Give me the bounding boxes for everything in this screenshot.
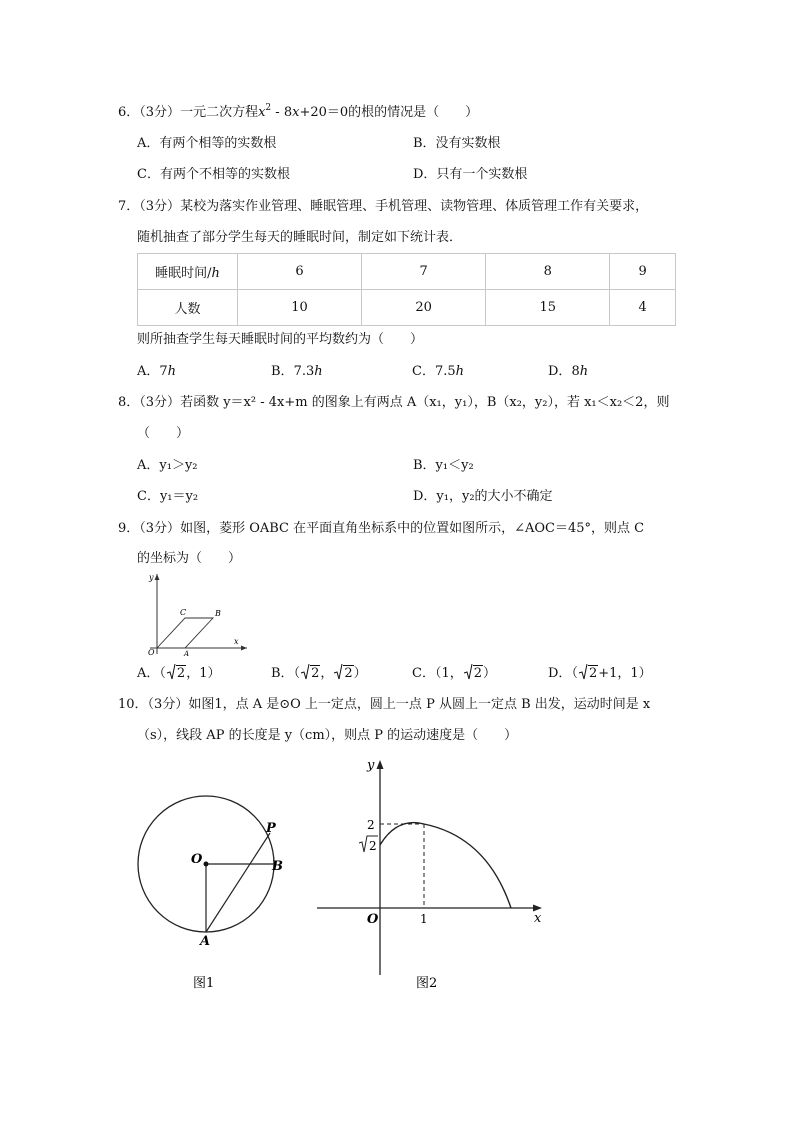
option-letter: A．: [137, 364, 160, 379]
radicand: 2: [473, 666, 483, 681]
q9-option-a[interactable]: [137, 663, 220, 684]
q6-stem-a: 一元二次方程: [180, 105, 259, 120]
option-value: 7.5: [434, 364, 456, 379]
tick-label-1: 1: [420, 912, 428, 926]
q8-paren: （ ）: [137, 426, 190, 441]
q9-stem: [118, 519, 644, 539]
option-value: 8: [571, 364, 580, 379]
q8-stem: [118, 393, 669, 413]
table-cell-hour: 6: [238, 254, 362, 290]
rhombus-shape: [157, 618, 213, 648]
option-letter: D．: [548, 364, 572, 379]
sqrt-symbol: [300, 663, 310, 684]
q10-figure2-graph: [312, 757, 552, 1002]
figure2-caption: 图2: [416, 976, 438, 991]
q8-stem-text: 若函数 y＝x² - 4x+m 的图象上有两点 A（x₁，y₁），B（x₂，y₂），若 x₁＜x₂＜2，则: [180, 395, 670, 410]
option-text: （1，: [434, 666, 463, 681]
q7-score: （3分）: [139, 199, 181, 214]
table-cell-count: 20: [362, 290, 486, 326]
q7-question: 则所抽查学生每天睡眠时间的平均数约为（ ）: [137, 332, 424, 347]
radicand: 2: [311, 666, 320, 681]
table-header-label: [138, 254, 238, 290]
q10-line2: （s），线段 AP 的长度是 y（cm），则点 P 的运动速度是（ ）: [137, 728, 518, 743]
q6-score: （3分）: [139, 105, 181, 120]
q7-number: 7．: [118, 199, 140, 214]
point-label-o: O: [148, 648, 155, 656]
q9-option-c[interactable]: [412, 663, 496, 684]
option-letter: B．: [271, 666, 294, 681]
q8-option-a[interactable]: A．y₁＞y₂: [137, 458, 198, 473]
radicand: 2: [176, 666, 186, 681]
header-label-text: 睡眠时间/: [155, 266, 212, 281]
tick-label-sqrt2: 2: [369, 839, 377, 853]
q10-figure1-circle: [130, 770, 300, 1000]
q6-eq-x2: x: [292, 105, 300, 120]
option-letter: C．: [412, 666, 435, 681]
option-text: ）: [353, 666, 367, 681]
q8-option-c[interactable]: C．y₁＝y₂: [137, 489, 199, 504]
q9-line2: 的坐标为（ ）: [137, 551, 242, 566]
option-text: ，1）: [186, 666, 221, 681]
q10-number: 10．: [118, 697, 148, 712]
table-cell-count: 15: [486, 290, 610, 326]
table-row-label: 人数: [138, 290, 238, 326]
q9-line1: 如图，菱形 OABC 在平面直角坐标系中的位置如图所示，∠AOC＝45°，则点 C: [180, 521, 645, 536]
axis-label-x: x: [534, 911, 542, 926]
q6-option-a[interactable]: A．有两个相等的实数根: [137, 136, 277, 151]
q6-option-d[interactable]: D．只有一个实数根: [413, 167, 528, 182]
q6-number: 6．: [118, 105, 140, 120]
q9-rhombus-figure: [135, 570, 250, 656]
segment-ap: [206, 833, 270, 932]
option-letter: D．: [548, 666, 572, 681]
sqrt-symbol: [166, 663, 176, 684]
q7-option-a[interactable]: [137, 362, 176, 382]
option-unit: h: [167, 364, 177, 379]
q8-option-b[interactable]: B．y₁＜y₂: [413, 458, 474, 473]
option-value: 7.3: [293, 364, 315, 379]
label-b: B: [272, 859, 283, 874]
q6-option-c[interactable]: C．有两个不相等的实数根: [137, 167, 290, 182]
sleep-time-table: [137, 253, 676, 326]
q9-score: （3分）: [139, 521, 181, 536]
option-text: +1，1）: [598, 666, 652, 681]
y-axis-arrow: [377, 760, 384, 769]
table-cell-hour: 8: [486, 254, 610, 290]
figure1-caption: 图1: [193, 976, 215, 991]
q9-option-d[interactable]: [548, 663, 652, 684]
option-text: （: [571, 666, 578, 681]
table-cell-hour: 7: [362, 254, 486, 290]
option-letter: B．: [271, 364, 294, 379]
axis-label-y: y: [149, 573, 154, 582]
q10-stem: [118, 695, 650, 715]
option-letter: A．: [137, 666, 160, 681]
origin-label: O: [367, 912, 379, 927]
center-point: [204, 862, 209, 867]
q8-number: 8．: [118, 395, 140, 410]
label-p: P: [266, 821, 276, 836]
table-cell-hour: 9: [610, 254, 676, 290]
q6-eq-x: x: [258, 105, 266, 120]
option-unit: h: [314, 364, 323, 379]
q6-eq-exp: 2: [265, 103, 272, 113]
sqrt-symbol: [463, 663, 473, 684]
axis-label-y: y: [367, 758, 375, 773]
q6-eq-rest-1: - 8: [271, 105, 293, 120]
point-label-a: A: [184, 650, 190, 656]
q9-number: 9．: [118, 521, 140, 536]
table-cell-count: 10: [238, 290, 362, 326]
option-letter: C．: [412, 364, 435, 379]
option-unit: h: [455, 364, 465, 379]
q7-line1: 某校为落实作业管理、睡眠管理、手机管理、读物管理、体质管理工作有关要求，: [180, 199, 649, 214]
point-label-b: B: [215, 609, 221, 618]
radicand: 2: [588, 666, 598, 681]
q7-line2: 随机抽查了部分学生每天的睡眠时间，制定如下统计表．: [137, 230, 463, 245]
q10-score: （3分）: [147, 697, 189, 712]
q7-option-d[interactable]: [548, 362, 588, 382]
header-unit: h: [211, 266, 220, 281]
curve-y: [380, 823, 511, 908]
axis-label-x: x: [234, 637, 239, 646]
radicand: 2: [344, 666, 353, 681]
table-row-hours: [138, 254, 676, 290]
q10-line1: 如图1，点 A 是⊙O 上一定点，圆上一点 P 从圆上一定点 B 出发，运动时间是 x: [188, 697, 651, 712]
q7-option-b[interactable]: [271, 362, 323, 382]
option-text: ，: [320, 666, 334, 681]
q7-option-c[interactable]: [412, 362, 464, 382]
tick-label-2: 2: [367, 818, 375, 832]
label-a: A: [200, 934, 211, 949]
q9-option-b[interactable]: [271, 663, 367, 684]
q7-stem: [118, 197, 648, 217]
option-unit: h: [579, 364, 589, 379]
q6-option-b[interactable]: B．没有实数根: [413, 136, 501, 151]
option-text: （: [159, 666, 166, 681]
table-row-counts: [138, 290, 676, 326]
q6-stem-b: 的根的情况是（ ）: [348, 105, 479, 120]
point-label-c: C: [180, 608, 187, 617]
q6-eq-rest-2: +20＝0: [299, 105, 349, 120]
table-cell-count: 4: [610, 290, 676, 326]
q8-score: （3分）: [139, 395, 181, 410]
q8-option-d[interactable]: D．y₁，y₂的大小不确定: [413, 489, 553, 504]
option-text: （: [293, 666, 301, 681]
q6-stem: [118, 103, 478, 123]
option-value: 7: [159, 364, 168, 379]
sqrt-symbol: [333, 663, 343, 684]
sqrt-symbol: [578, 663, 588, 684]
option-text: ）: [483, 666, 497, 681]
label-o: O: [191, 852, 203, 867]
